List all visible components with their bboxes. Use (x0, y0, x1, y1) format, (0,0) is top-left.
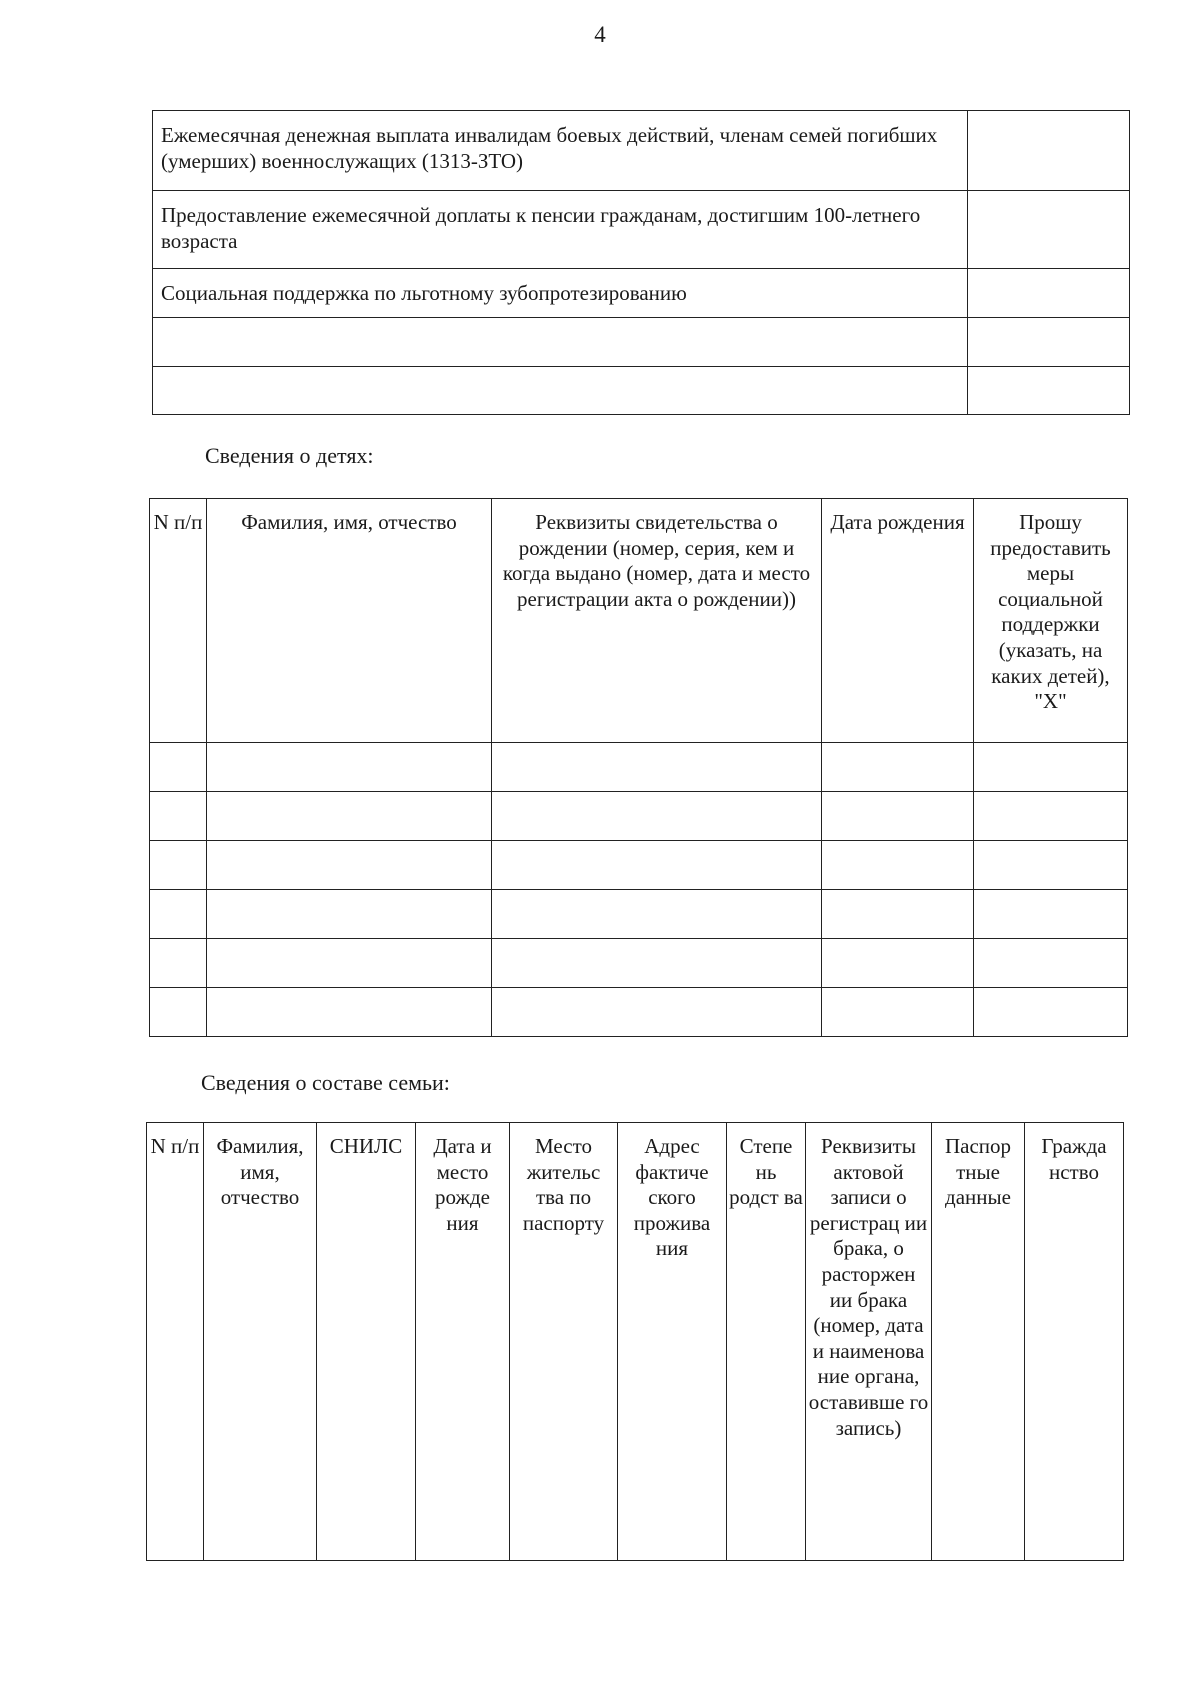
column-header: Дата рождения (822, 499, 974, 743)
table-header-row (147, 1123, 1124, 1561)
benefit-mark-cell[interactable] (968, 318, 1130, 367)
table-cell[interactable] (150, 890, 207, 939)
table-cell[interactable] (974, 743, 1128, 792)
table-cell[interactable] (492, 841, 822, 890)
table-row (150, 743, 1128, 792)
benefits-table (152, 110, 1130, 415)
table-cell[interactable] (492, 743, 822, 792)
table-cell[interactable] (974, 939, 1128, 988)
table-cell[interactable] (822, 792, 974, 841)
benefit-label: Предоставление ежемесячной доплаты к пенсии гражданам, достигшим 100-летнего возраста (153, 191, 968, 269)
table-cell[interactable] (150, 841, 207, 890)
table-cell[interactable] (150, 792, 207, 841)
table-cell[interactable] (207, 792, 492, 841)
table-cell[interactable] (974, 890, 1128, 939)
benefit-label[interactable] (153, 367, 968, 415)
table-row (153, 269, 1130, 318)
table-cell[interactable] (150, 743, 207, 792)
benefit-label[interactable] (153, 318, 968, 367)
table-row (153, 191, 1130, 269)
column-header: СНИЛС (317, 1123, 416, 1561)
table-row (153, 367, 1130, 415)
benefit-mark-cell[interactable] (968, 191, 1130, 269)
table-cell[interactable] (822, 988, 974, 1037)
children-section-heading: Сведения о детях: (205, 443, 374, 468)
table-cell[interactable] (207, 890, 492, 939)
page-number: 4 (594, 22, 606, 47)
table-row (150, 890, 1128, 939)
children-table (149, 498, 1128, 1037)
table-row (150, 988, 1128, 1037)
table-row (153, 318, 1130, 367)
table-cell[interactable] (822, 743, 974, 792)
benefit-mark-cell[interactable] (968, 111, 1130, 191)
table-cell[interactable] (492, 988, 822, 1037)
column-header: Паспор тные данные (932, 1123, 1025, 1561)
column-header: Адрес фактиче ского прожива ния (618, 1123, 727, 1561)
table-cell[interactable] (492, 890, 822, 939)
table-row (150, 841, 1128, 890)
table-cell[interactable] (207, 939, 492, 988)
column-header: Фамилия, имя, отчество (207, 499, 492, 743)
column-header: N п/п (147, 1123, 204, 1561)
table-cell[interactable] (974, 988, 1128, 1037)
column-header: N п/п (150, 499, 207, 743)
table-cell[interactable] (150, 939, 207, 988)
table-cell[interactable] (974, 792, 1128, 841)
table-cell[interactable] (207, 841, 492, 890)
column-header: Место жительс тва по паспорту (510, 1123, 618, 1561)
table-cell[interactable] (974, 841, 1128, 890)
column-header: Фамилия, имя, отчество (204, 1123, 317, 1561)
table-cell[interactable] (492, 792, 822, 841)
family-table (146, 1122, 1124, 1561)
table-header-row (150, 499, 1128, 743)
column-header: Гражда нство (1025, 1123, 1124, 1561)
table-cell[interactable] (822, 939, 974, 988)
table-row (150, 792, 1128, 841)
column-header: Дата и место рожде ния (416, 1123, 510, 1561)
column-header: Прошу предоставить меры социальной поддержки (указать, на каких детей), "X" (974, 499, 1128, 743)
table-cell[interactable] (822, 890, 974, 939)
table-cell[interactable] (150, 988, 207, 1037)
table-row (150, 939, 1128, 988)
benefit-mark-cell[interactable] (968, 367, 1130, 415)
table-cell[interactable] (492, 939, 822, 988)
benefit-label: Ежемесячная денежная выплата инвалидам боевых действий, членам семей погибших (умерших) военнослужащих (1313-ЗТО) (153, 111, 968, 191)
table-row (153, 111, 1130, 191)
column-header: Реквизиты актовой записи о регистрац ии брака, о расторжен ии брака (номер, дата и наименова ние органа, оставивше го запись) (806, 1123, 932, 1561)
column-header: Реквизиты свидетельства о рождении (номер, серия, кем и когда выдано (номер, дата и место регистрации акта о рождении)) (492, 499, 822, 743)
table-cell[interactable] (207, 988, 492, 1037)
benefit-mark-cell[interactable] (968, 269, 1130, 318)
table-cell[interactable] (822, 841, 974, 890)
family-section-heading: Сведения о составе семьи: (201, 1070, 450, 1095)
column-header: Степе нь родст ва (727, 1123, 806, 1561)
table-cell[interactable] (207, 743, 492, 792)
benefit-label: Социальная поддержка по льготному зубопротезированию (153, 269, 968, 318)
